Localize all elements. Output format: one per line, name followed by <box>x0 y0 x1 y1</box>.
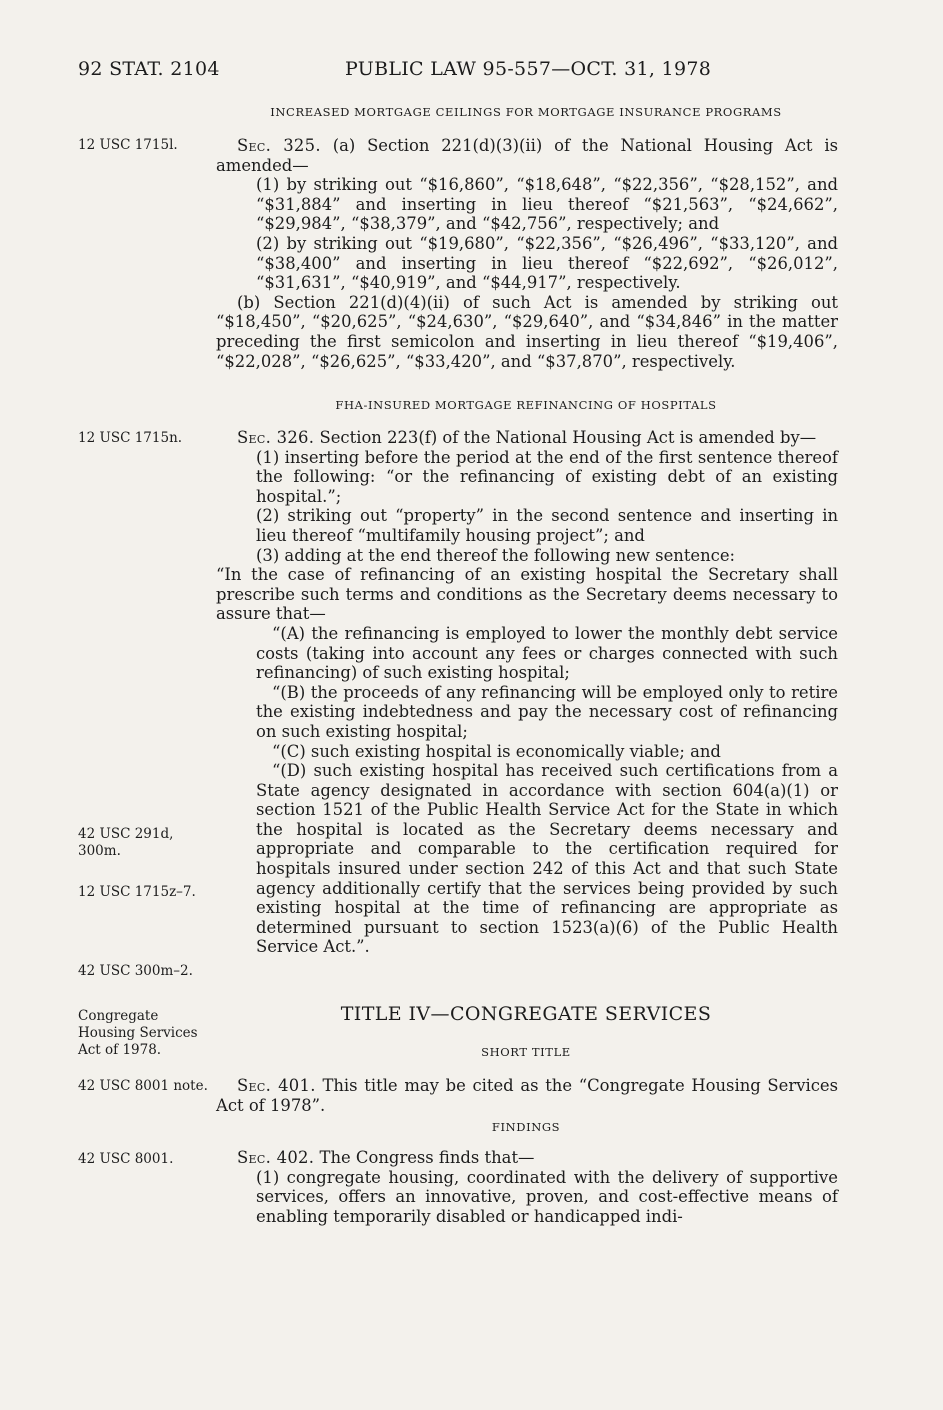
caption-sec-326: FHA-INSURED MORTGAGE REFINANCING OF HOSPITALS <box>335 398 717 412</box>
sec-402-label: Sec. 402. <box>237 1148 315 1167</box>
section-325 <box>216 136 838 371</box>
sec-326-A: “(A) the refinancing is employed to lower the monthly debt service costs (taking into account any fees or charges connected with such refinancing) of such existing hospital; <box>256 623 838 683</box>
margin-note-325: 12 USC 1715l. <box>78 137 178 153</box>
title-iv-heading: TITLE IV—CONGREGATE SERVICES <box>340 1003 712 1025</box>
caption-sec-402: FINDINGS <box>491 1120 561 1134</box>
margin-note-300m2: 42 USC 300m–2. <box>78 963 193 979</box>
margin-note-1715z: 12 USC 1715z–7. <box>78 884 196 900</box>
sec-325-a: Sec. 325. (a) Section 221(d)(3)(ii) of the National Housing Act is amended— <box>216 136 838 175</box>
margin-note-congregate-act: Congregate Housing Services Act of 1978. <box>78 1008 198 1058</box>
section-326 <box>216 428 838 957</box>
sec-326-3: (3) adding at the end thereof the following new sentence: <box>256 545 736 565</box>
section-402 <box>216 1148 838 1226</box>
sec-326-intro: Sec. 326. Section 223(f) of the National Housing Act is amended by— <box>237 428 817 447</box>
sec-325-a-2: (2) by striking out “$19,680”, “$22,356”, “$26,496”, “$33,120”, and “$38,400” and inserting in lieu thereof “$22,692”, “$26,012”, “$31,631”, “$40,919”, and “$44,917”, respectively. <box>256 233 838 293</box>
sec-326-C: “(C) such existing hospital is economically viable; and <box>272 741 721 761</box>
sec-401-label: Sec. 401. <box>237 1076 316 1095</box>
sec-325-b: (b) Section 221(d)(4)(ii) of such Act is amended by striking out “$18,450”, “$20,625”, “$24,630”, “$29,640”, and “$34,846” in the matter preceding the first semicolon and inserting in lieu thereof “$19,406”, “$22,028”, “$26,625”, “$33,420”, and “$37,870”, respectively. <box>216 292 838 371</box>
sec-401-text: Sec. 401. This title may be cited as the “Congregate Housing Services Act of 1978”. <box>216 1076 838 1115</box>
caption-sec-325: INCREASED MORTGAGE CEILINGS FOR MORTGAGE INSURANCE PROGRAMS <box>270 105 782 119</box>
sec-402-intro: Sec. 402. The Congress finds that— <box>237 1148 535 1167</box>
sec-326-1: (1) inserting before the period at the end of the first sentence thereof the following: “or the refinancing of existing debt of an existing hospital.”; <box>256 447 838 506</box>
section-401 <box>216 1076 838 1115</box>
sec-402-1: (1) congregate housing, coordinated with the delivery of supportive services, offers an innovative, proven, and cost-effective means of enabling temporarily disabled or handicapped indi- <box>256 1167 838 1226</box>
sec-326-label: Sec. 326. <box>237 428 315 447</box>
public-law-header: PUBLIC LAW 95-557—OCT. 31, 1978 <box>345 58 712 80</box>
sec-326-2: (2) striking out “property” in the second sentence and inserting in lieu thereof “multifamily housing project”; and <box>256 506 838 545</box>
sec-325-a-1: (1) by striking out “$16,860”, “$18,648”, “$22,356”, “$28,152”, and “$31,884” and inserting in lieu thereof “$21,563”, “$24,662”, “$29,984”, “$38,379”, and “$42,756”, respectively; and <box>256 175 838 234</box>
stat-page-number: 92 STAT. 2104 <box>78 58 220 80</box>
sec-325-label: Sec. 325. <box>237 136 321 155</box>
margin-note-326: 12 USC 1715n. <box>78 430 183 446</box>
sec-326-quote: “In the case of refinancing of an existing hospital the Secretary shall prescribe such terms and conditions as the Secretary deems necessary to assure that— <box>216 565 838 624</box>
margin-note-291d: 42 USC 291d, 300m. <box>78 826 174 859</box>
margin-note-8001: 42 USC 8001. <box>78 1151 174 1167</box>
sec-326-D: “(D) such existing hospital has received such certifications from a State agency designated in accordance with section 604(a)(1) or section 1521 of the Public Health Service Act for the State in which the hospital is located as the Secretary deems necessary and appropriate and comparable to the certification required for hospitals insured under section 242 of this Act and that such State agency additionally certify that the services being provided by such existing hospital at the time of refinancing are appropriate as determined pursuant to section 1523(a)(6) of the Public Health Service Act.”. <box>256 761 838 957</box>
margin-note-8001-note: 42 USC 8001 note. <box>78 1078 208 1094</box>
sec-326-B: “(B) the proceeds of any refinancing will be employed only to retire the existing indebtedness and pay the necessary cost of refinancing on such existing hospital; <box>256 682 838 741</box>
caption-sec-401: SHORT TITLE <box>481 1045 571 1059</box>
